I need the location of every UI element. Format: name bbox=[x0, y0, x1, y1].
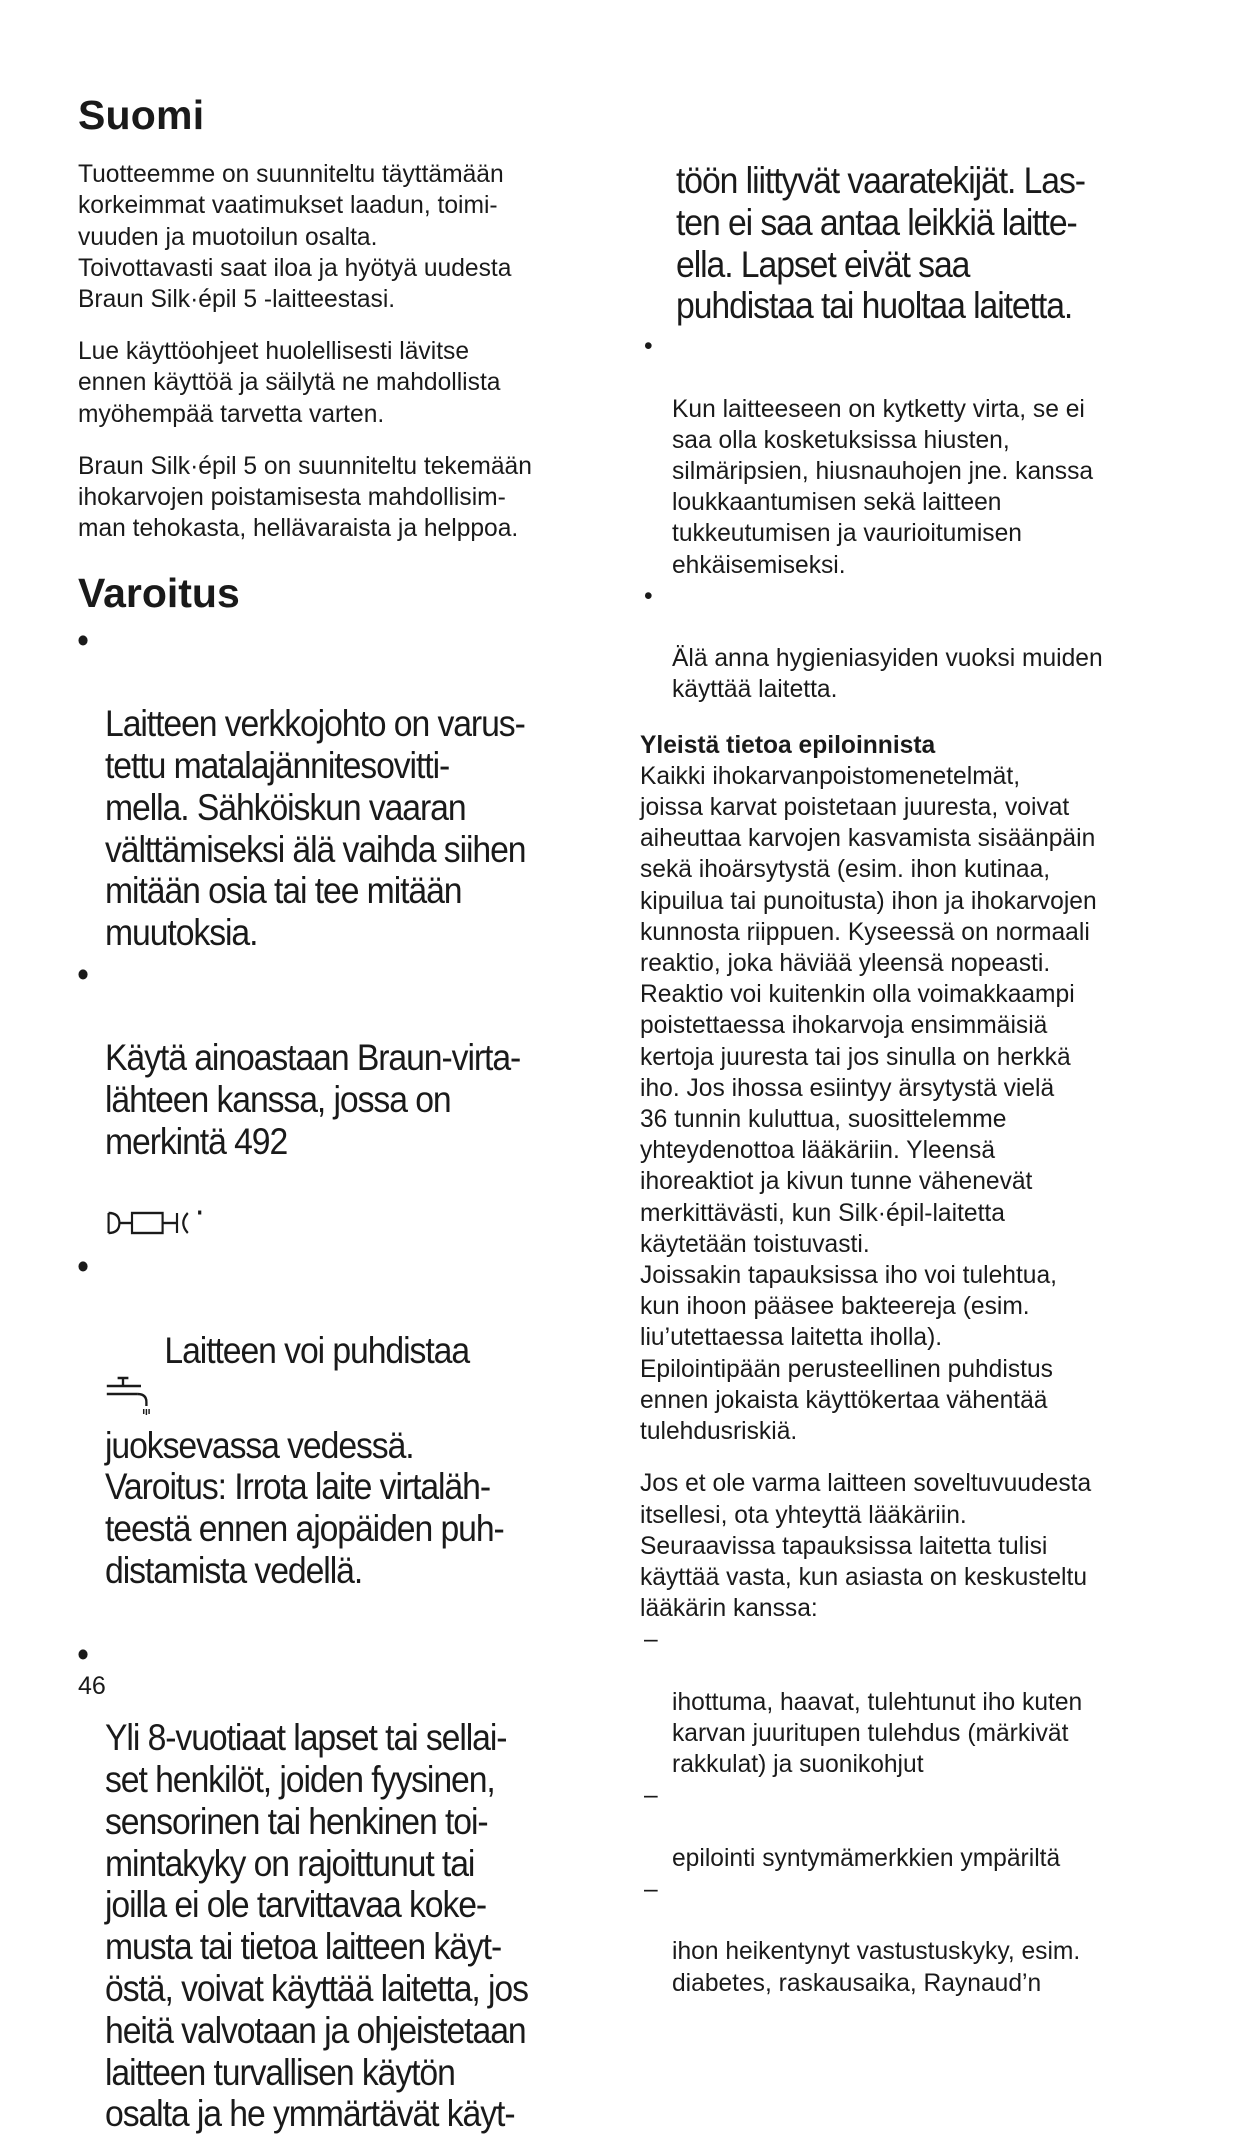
bullet-icon: • bbox=[644, 582, 653, 610]
intro-paragraph-3: Braun Silk·épil 5 on suunniteltu tekemään ihokarvojen poistamisesta mahdollisim- man tehokasta, hellävaraista ja helppoa. bbox=[78, 452, 532, 543]
warning-item bbox=[78, 620, 634, 954]
left-column bbox=[78, 92, 608, 2135]
dash-marker: – bbox=[644, 1782, 658, 1810]
warning-continuation: töön liittyvät vaaratekijät. Las- ten ei saa antaa leikkiä laitte- ella. Lapset eivät saa puhdistaa tai huoltaa laitetta. bbox=[676, 159, 1085, 327]
warning-item bbox=[78, 1246, 634, 1633]
section-subheading: Yleistä tietoa epiloinnista bbox=[640, 731, 936, 759]
bullet-icon: • bbox=[644, 333, 653, 361]
running-water-tap-icon bbox=[105, 1330, 152, 1425]
intro-paragraph-1: Tuotteemme on suunniteltu täyttämään korkeimmat vaatimukset laadun, toimi- vuuden ja muotoilun osalta. Toivottavasti saat iloa ja hyötyä uudesta Braun Silk·épil 5 -laitteestasi. bbox=[78, 161, 512, 313]
page-number: 46 bbox=[78, 1672, 106, 1700]
page-title: Suomi bbox=[78, 92, 205, 138]
condition-list bbox=[640, 1624, 1175, 1998]
list-item bbox=[640, 1624, 1175, 1780]
list-item-text: Kun laitteeseen on kytketty virta, se ei saa olla kosketuksissa hiusten, silmäripsien, hiusnauhojen jne. kanssa loukkaantumisen sekä laitteen tukkeutumisen ja vaurioitumisen ehkäisemiseksi. bbox=[672, 395, 1094, 579]
bullet-icon: • bbox=[77, 1245, 88, 1288]
warning-item bbox=[78, 954, 634, 1247]
list-item bbox=[640, 1780, 1175, 1874]
list-item-text: epilointi syntymämerkkien ympäriltä bbox=[672, 1844, 1061, 1872]
warning-note: Varoitus: Irrota laite virtaläh- teestä ennen ajopäiden puh- distamista vedellä. bbox=[105, 1465, 504, 1592]
warning-text: Käytä ainoastaan Braun-virta- lähteen kanssa, jossa on merkintä 492 bbox=[105, 1036, 521, 1163]
power-supply-symbol-icon bbox=[105, 1163, 195, 1247]
list-item bbox=[640, 1874, 1175, 1999]
warning-item bbox=[78, 1634, 634, 2135]
intro-paragraph-2: Lue käyttöohjeet huolellisesti lävitse ennen käyttöä ja säilytä ne mahdollista myöhempää tarvetta varten. bbox=[78, 338, 501, 428]
warning-text: Laitteen verkkojohto on varus- tettu matalajännitesovitti- mella. Sähköiskun vaaran välttämiseksi älä vaihda siihen mitään osia tai tee mitään muutoksia. bbox=[105, 702, 526, 954]
list-item bbox=[640, 581, 1175, 706]
warning-text: Laitteen voi puhdistaa juoksevassa vedessä. bbox=[105, 1329, 470, 1466]
warning-text: Yli 8-vuotiaat lapset tai sellai- set henkilöt, joiden fyysinen, sensorinen tai henkinen toi- mintakyky on rajoittunut tai joilla ei ole tarvittavaa koke- musta tai tietoa laitteen käyt- östä, voivat käyttää laitetta, jos heitä valvotaan ja ohjeistetaan laitteen turvallisen käytön osalta ja he ymmärtävät käyt- bbox=[105, 1716, 528, 2135]
list-item-text: Älä anna hygieniasyiden vuoksi muiden käyttää laitetta. bbox=[672, 645, 1103, 704]
bullet-icon: • bbox=[77, 952, 88, 995]
body-paragraph-1: Kaikki ihokarvanpoistomenetelmät, joissa karvat poistetaan juuresta, voivat aiheuttaa karvojen kasvamista sisäänpäin sekä ihoärsytystä (esim. ihon kutinaa, kipuilua tai punoitusta) ihon ja ihokarvojen kunnosta riippuen. Kyseessä on normaali reaktio, joka häviää yleensä nopeasti. Reaktio voi kuitenkin olla voimakkaampi poistettaessa ihokarvoja ensimmäisiä kertoja juuresta tai jos sinulla on herkkä iho. Jos ihossa esiintyy ärsytystä vielä 36 tunnin kuluttua, suosittelemme yhteydenottoa lääkäriin. Yleensä ihoreaktiot ja kivun tunne vähenevät merkittävästi, kun Silk·épil-laitetta käytetään toistuvasti. Joissakin tapauksissa iho voi tulehtua, kun ihoon pääsee bakteereja (esim. liu’utettaessa laitetta iholla). Epilointipään perusteellinen puhdistus ennen jokaista käyttökertaa vähentää tulehdusriskiä. bbox=[640, 762, 1097, 1446]
right-column bbox=[640, 160, 1175, 1999]
body-paragraph-2: Jos et ole varma laitteen soveltuvuudesta itsellesi, ota yhteyttä lääkäriin. Seuraavissa tapauksissa laitetta tulisi käyttää vasta, kun asiasta on keskusteltu lääkärin kanssa: bbox=[640, 1470, 1092, 1623]
bullet-icon: • bbox=[77, 618, 88, 661]
list-item bbox=[640, 331, 1175, 581]
bullet-icon: • bbox=[77, 1632, 88, 1675]
warning-heading: Varoitus bbox=[78, 570, 240, 617]
dash-marker: – bbox=[644, 1626, 658, 1654]
warning-list bbox=[78, 620, 608, 2135]
sentence-period: . bbox=[195, 1180, 204, 1223]
safety-bullet-list bbox=[640, 331, 1175, 705]
dash-marker: – bbox=[644, 1875, 658, 1903]
list-item-text: ihottuma, haavat, tulehtunut iho kuten karvan juuritupen tulehdus (märkivät rakkulat) ja suonikohjut bbox=[672, 1688, 1083, 1779]
list-item-text: ihon heikentynyt vastustuskyky, esim. diabetes, raskausaika, Raynaud’n bbox=[672, 1938, 1081, 1997]
